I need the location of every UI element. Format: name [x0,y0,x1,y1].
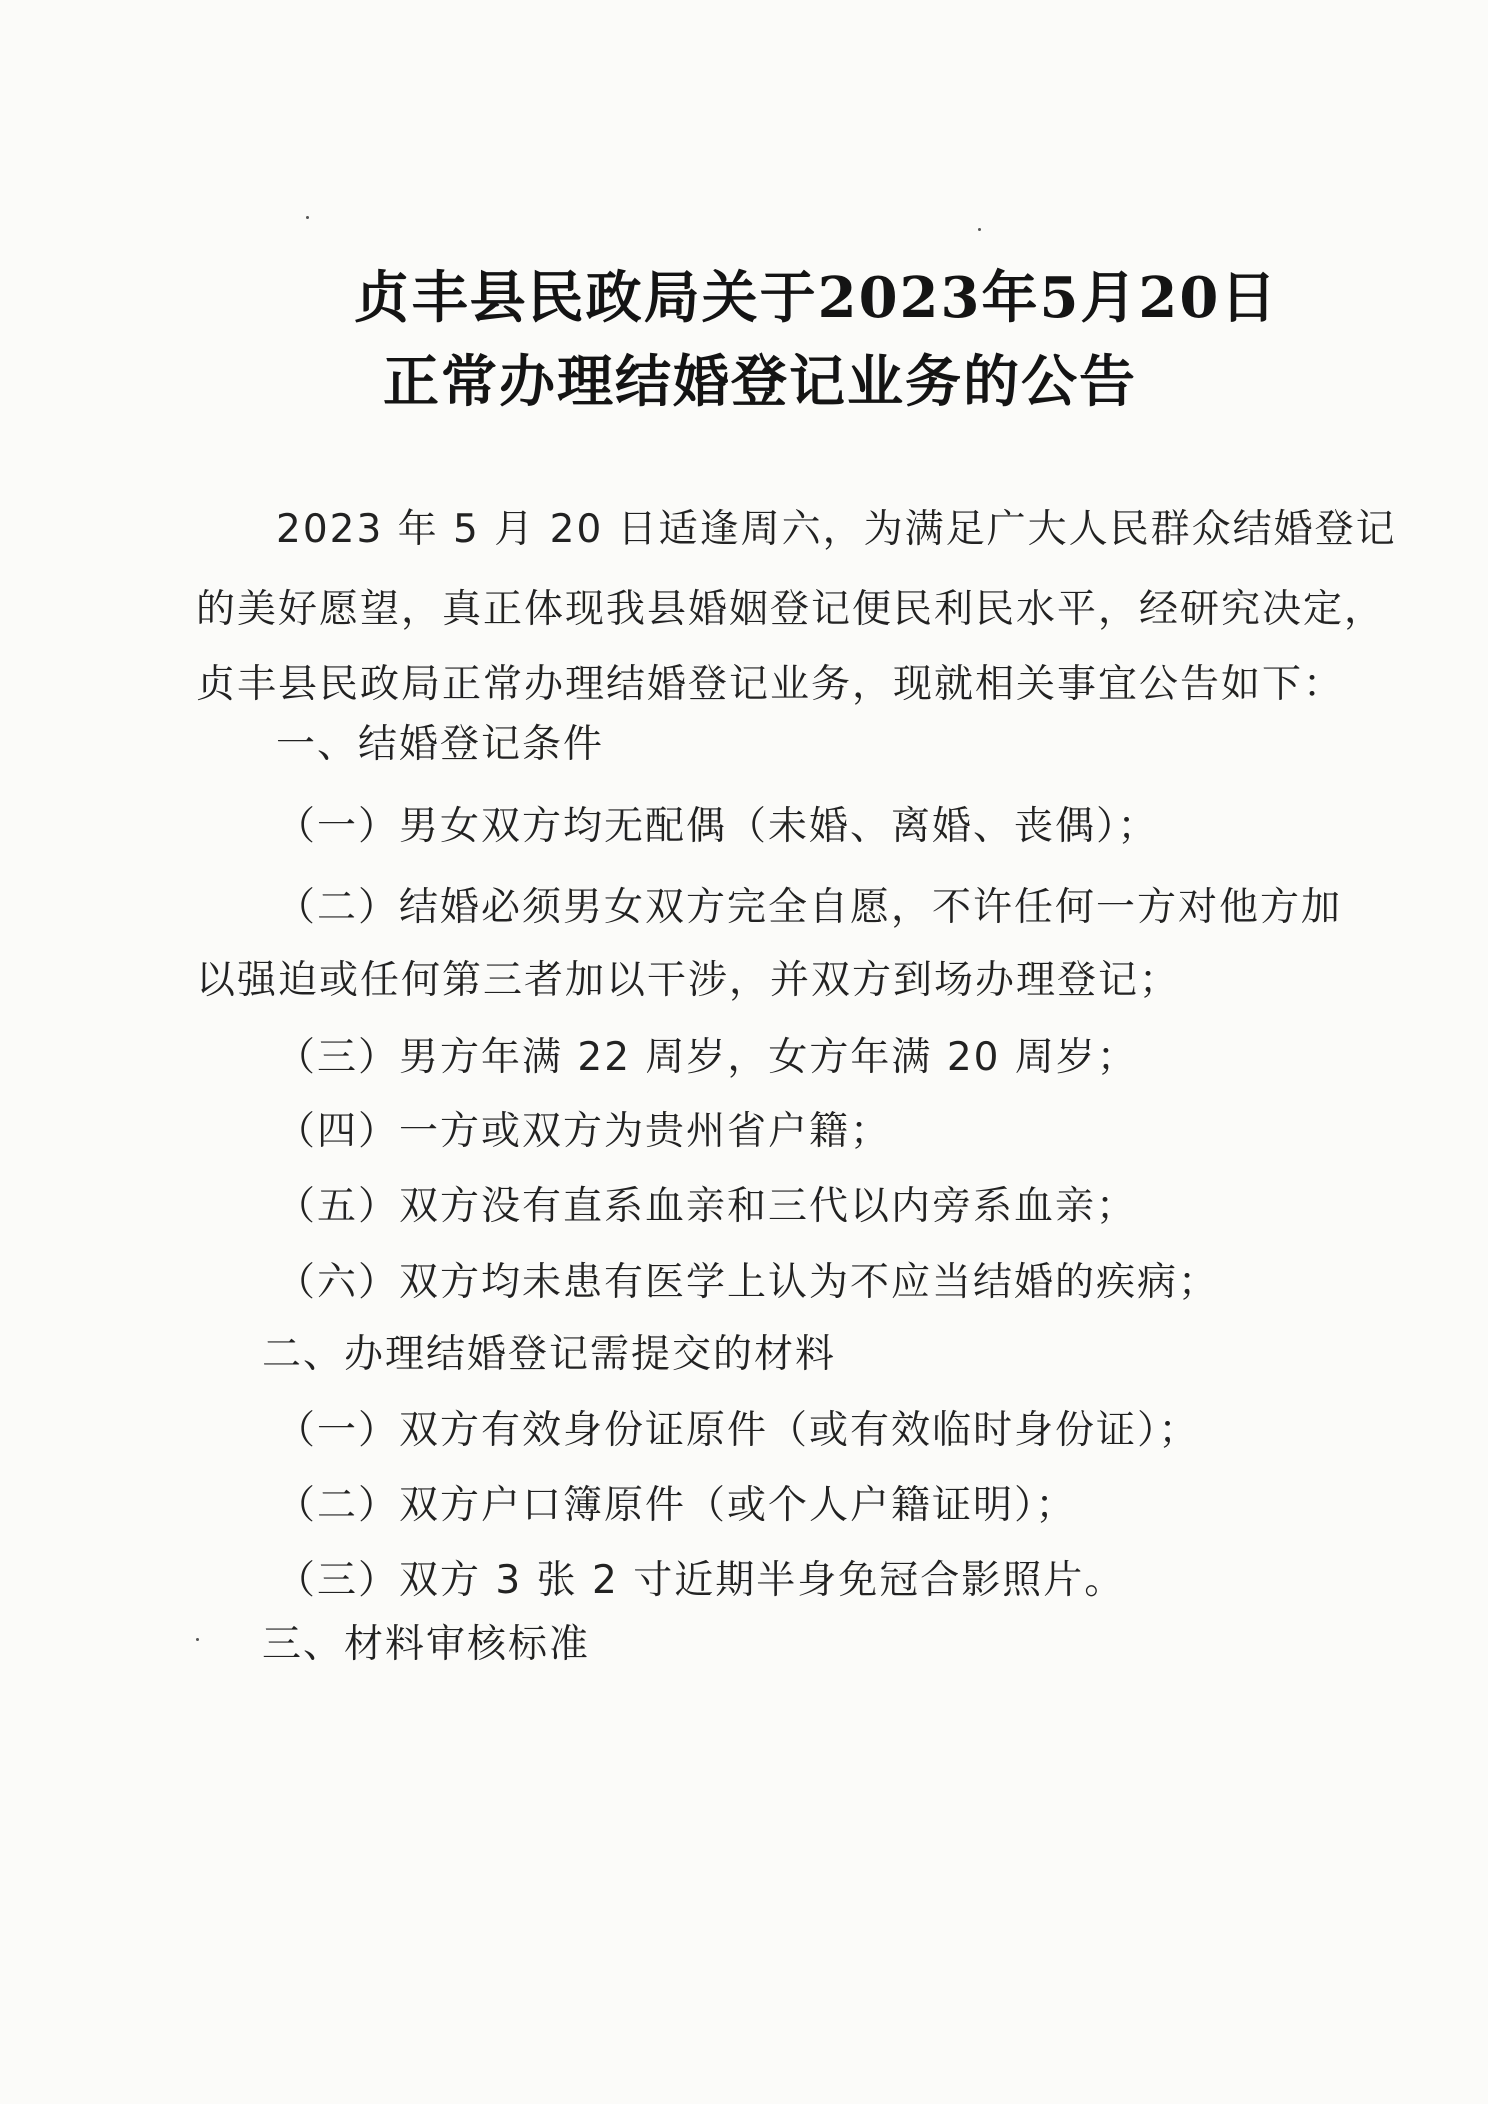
body-line: （一）男女双方均无配偶（未婚、离婚、丧偶）； [276,804,1159,849]
document-title-line-1: 贞丰县民政局关于2023年5月20日 [353,265,1279,331]
section-heading: 一、结婚登记条件 [276,722,605,767]
body-line: （四）一方或双方为贵州省户籍； [276,1109,892,1154]
body-line: 以强迫或任何第三者加以干涉，并双方到场办理登记； [196,958,1181,1003]
body-line: （二）双方户口簿原件（或个人户籍证明）； [276,1483,1077,1528]
scan-speck [306,216,309,219]
document-title-line-2: 正常办理结婚登记业务的公告 [383,349,1137,415]
scan-speck [978,228,981,231]
body-line: （三）男方年满 22 周岁，女方年满 20 周岁； [276,1035,1138,1080]
body-line: （三）双方 3 张 2 寸近期半身免冠合影照片。 [276,1558,1126,1603]
section-heading: 三、材料审核标准 [262,1622,591,1667]
body-line: 贞丰县民政局正常办理结婚登记业务，现就相关事宜公告如下： [196,662,1345,707]
body-line: 2023 年 5 月 20 日适逢周六，为满足广大人民群众结婚登记 [276,507,1397,552]
body-line: （六）双方均未患有医学上认为不应当结婚的疾病； [276,1260,1220,1305]
body-line: （五）双方没有直系血亲和三代以内旁系血亲； [276,1184,1138,1229]
section-heading: 二、办理结婚登记需提交的材料 [262,1332,837,1377]
body-line: （二）结婚必须男女双方完全自愿，不许任何一方对他方加 [276,885,1343,930]
body-line: 的美好愿望，真正体现我县婚姻登记便民利民水平，经研究决定， [196,587,1386,632]
scan-speck [196,1638,199,1641]
body-line: （一）双方有效身份证原件（或有效临时身份证）； [276,1408,1200,1453]
